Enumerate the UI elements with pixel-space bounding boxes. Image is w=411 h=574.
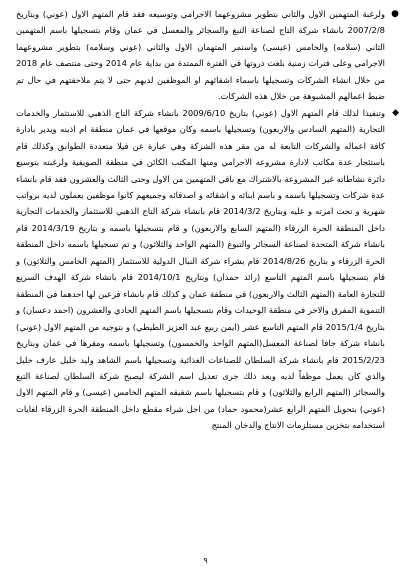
paragraph-1	[16, 6, 399, 105]
document-body	[16, 6, 399, 434]
page-number: ٩	[203, 556, 208, 565]
paragraph-2	[16, 105, 399, 434]
paragraph-2-text: وتنفيذا لذلك قام المتهم الاول (عوني) بتاريخ 2009/6/10 بانشاء شركة التاج الذهبي للاستثمار والخدمات التجارية (المتهم السادس والاربعون) وتسجيلها باسمه وكان موقعها في عمان منطقة ام اذينه ويدير بادارة كافة اعماله والشركات التابعة له من مقر هذه الشركة وهي عبارة عن فيلا متعددة الطوابق وكذلك قام باستئجار عدة مكاتب لادارة مشروعه الاجرامي ومنها المكتب الكائن في منطقة الصويفية ولرغبته بتوسيع دائرة نشاطاته غير المشروعة بالاشتراك مع باقي المتهمين من الاول وحتى الثالث والعشرون فقد قام بانشاء عدة شركات وتسجيلها باسمه و باسم ابنائه و اشقائه و اصدقائه وجميعهم كانوا موظفين يعملون لديه برواتب شهرية و تحت امرته و عليه وبتاريخ 2014/3/2 قام بانشاء شركة التاج الذهبي للاستثمار والخدمات التجارية داخل المنطقة الحرة الزرقاء (المتهم السابع والاربعون) و قام بتسجيلها باسمه و بتاريخ 2014/3/19 قام بانشاء شركة المتحدة لصناعة السجائر والتبوغ (المتهم الواحد والثلاثون) و تم تسجيلها باسمه داخل المنطقة الحرة الزرقاء و بتاريخ 2014/8/26 قام بشراء شركة النبال الدولية للاستثمار (المتهم الخامس والثلاثون) و قام بتسجيلها باسم المتهم التاسع (رائد حمدان) وبتاريخ 2014/10/1 قام بانشاء شركة الهدف السريع للتجارة العامة (المتهم الثالث والاربعون) في منطقة عمان و كذلك قام بانشاء فرعين لها احدهما في المنطقة التنموية المفرق والاخر في منطقة الوحيدات وقام بتسجيلها باسم المتهم الحادي والعشرون (احمد دعسان) و بتاريخ 2015/1/4 قام المتهم التاسع عشر (ايمن ربيع عبد العزيز الطيطي) و بتوجيه من المتهم الاول (عوني) بانشاء شركة جافا لصناعة المعسل(المتهم الواحد والخمسون) وتسجيلها باسمه ومقرها في عمان وبتاريخ 2015/2/23 قام بانشاء شركة السلطان للصناعات الغذائية وتسجيلها باسم الشاهد وليد خليل عارف خليل والذي كان يعمل موظفاً لديه وبعد ذلك جرى تعديل اسم الشركة ليصبح شركة السلطان لصناعة التبغ والسجائر (المتهم الرابع والثلاثون) و قام بتسجيلها باسم شقيقه المتهم الخامس (عيسى) و قام المتهم الاول (عوني) بتحويل المتهم الرابع عشر(محمود حماد) من اجل شراء مقطع داخل المنطقة الحرة الزرقاء لغايات استخدامه بتخزين مستلزمات الانتاج والدخان المنتج	[16, 107, 386, 431]
bullet-circle-icon: ●	[391, 9, 399, 19]
paragraph-1-text: ولرغبة المتهمين الاول والثاني بتطوير مشروعهما الاجرامي وتوسيعه فقد قام المتهم الاول (عوني) وبتاريخ 2007/2/8 بانشاء شركة التاج لصناعة التبغ والسجائر والمعسل في عمان وقام بتسجيلها باسم المتهمين الثاني (سلامه) والخامس (عيسى) واستمر المتهمان الاول والثاني (عوني وسلامه) بتطوير مشروعهما الاجرامي وعلى فترات زمنية بلغت ذروتها في الفترة الممتدة من بداية عام 2014 وحتى منتصف عام 2018 من خلال انشاء الشركات وتسجيلها باسماء اشقائهم او الموظفين لديهم حتى لا يتم ملاحقتهم في حال تم ضبط اعمالهم المشبوهة من خلال هذه الشركات.	[16, 9, 386, 102]
bullet-diamond-icon: ◆	[392, 107, 399, 118]
